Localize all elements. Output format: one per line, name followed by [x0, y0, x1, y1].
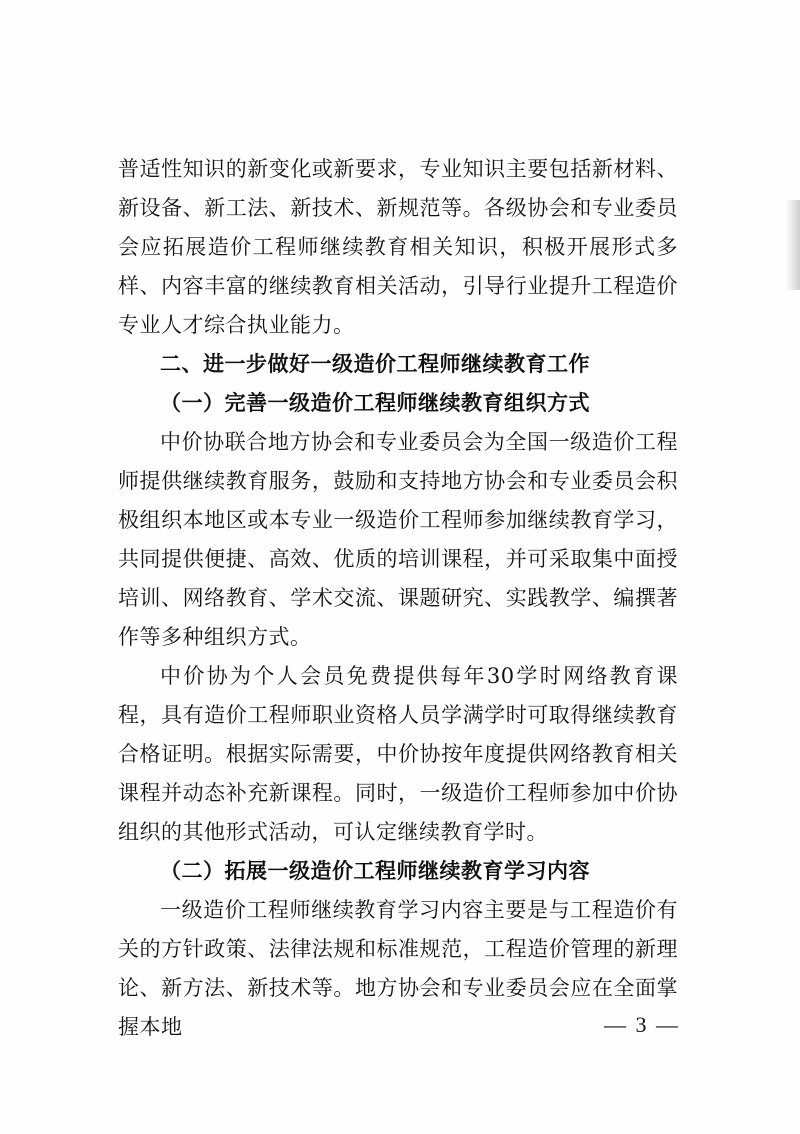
page-edge-shadow — [786, 200, 800, 290]
paragraph-learning-content: 一级造价工程师继续教育学习内容主要是与工程造价有关的方针政策、法律法规和标准规范，工程造价管理的新理论、新方法、新技术等。地方协会和专业委员会应在全面掌握本地 — [118, 898, 678, 1039]
paragraph-organization-method: 中价协联合地方协会和专业委员会为全国一级造价工程师提供继续教育服务，鼓励和支持地方协会和专业委员会积极组织本地区或本专业一级造价工程师参加继续教育学习，共同提供便捷、高效、优质的培训课程，并可采取集中面授培训、网络教育、学术交流、课题研究、实践教学、编撰著作等多种组织方式。 — [118, 430, 678, 649]
page-number: — 3 — — [604, 1012, 680, 1037]
subsection-heading-2-1: （一）完善一级造价工程师继续教育组织方式 — [160, 391, 590, 415]
section-heading-2: 二、进一步做好一级造价工程师继续教育工作 — [160, 352, 590, 376]
document-body — [118, 150, 678, 1047]
paragraph-online-courses: 中价协为个人会员免费提供每年30学时网络教育课程，具有造价工程师职业资格人员学满学时可取得继续教育合格证明。根据实际需要，中价协按年度提供网络教育相关课程并动态补充新课程。同时，一级造价工程师参加中价协组织的其他形式活动，可认定继续教育学时。 — [118, 664, 678, 844]
subsection-heading-2-2: （二）拓展一级造价工程师继续教育学习内容 — [160, 859, 590, 883]
paragraph-continuation: 普适性知识的新变化或新要求，专业知识主要包括新材料、新设备、新工法、新技术、新规范等。各级协会和专业委员会应拓展造价工程师继续教育相关知识，积极开展形式多样、内容丰富的继续教育相关活动，引导行业提升工程造价专业人才综合执业能力。 — [118, 157, 678, 337]
